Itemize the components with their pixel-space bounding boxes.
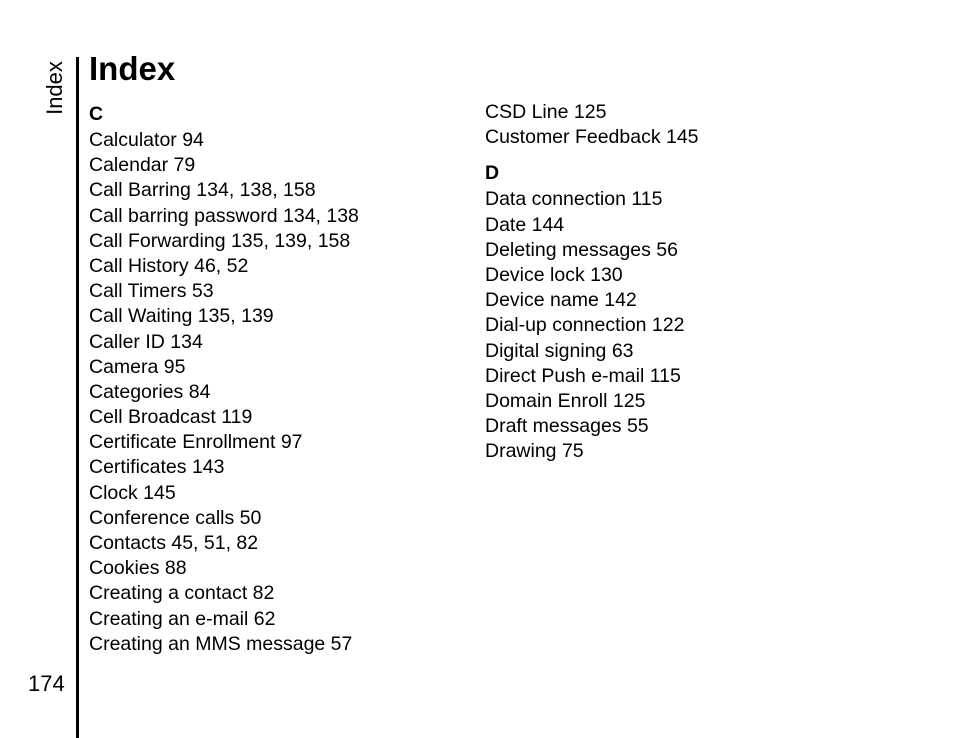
index-entry: Creating an e-mail 62 [89,607,276,630]
index-entry: Direct Push e-mail 115 [485,364,681,387]
index-entry: Cell Broadcast 119 [89,406,253,429]
index-entry: Calculator 94 [89,129,204,151]
index-entry: Call Waiting 135, 139 [89,305,274,328]
letter-heading-d: D [485,162,500,185]
section-side-label: Index [42,61,68,115]
index-entry: Dial-up connection 122 [485,314,685,337]
entries-c-continued [485,100,865,150]
index-entry: Call Barring 134, 138, 158 [89,179,316,202]
index-entry: CSD Line 125 [485,101,607,123]
index-entry: Creating a contact 82 [89,582,275,605]
letter-heading-c: C [89,103,104,125]
index-entry: Call barring password 134, 138 [89,204,359,227]
index-entry: Call Timers 53 [89,280,214,303]
index-entry: Creating an MMS message 57 [89,632,353,655]
entries-d [485,187,865,464]
index-entry: Camera 95 [89,355,186,378]
index-entry: Call Forwarding 135, 139, 158 [89,229,351,252]
index-entry: Drawing 75 [485,440,584,463]
index-entry: Clock 145 [89,481,176,504]
index-entry: Certificate Enrollment 97 [89,431,303,454]
index-entry: Device lock 130 [485,263,623,286]
index-entry: Customer Feedback 145 [485,126,699,149]
page-title: Index [89,50,176,87]
index-entry: Calendar 79 [89,154,196,177]
index-entry: Domain Enroll 125 [485,389,646,412]
index-entry: Device name 142 [485,289,637,312]
index-entry: Cookies 88 [89,557,187,580]
index-entry: Call History 46, 52 [89,254,249,277]
index-column-left [89,100,469,657]
index-entry: Digital signing 63 [485,339,634,362]
entries-c [89,128,469,657]
index-entry: Data connection 115 [485,188,663,211]
vertical-rule [76,57,79,738]
index-entry: Categories 84 [89,380,211,403]
index-entry: Date 144 [485,213,565,236]
index-entry: Certificates 143 [89,456,225,479]
index-entry: Conference calls 50 [89,506,262,529]
index-entry: Caller ID 134 [89,330,203,353]
index-column-right [485,100,865,464]
page-number: 174 [28,671,65,696]
index-entry: Deleting messages 56 [485,238,678,261]
index-entry: Draft messages 55 [485,415,649,438]
section-gap [485,150,865,159]
index-entry: Contacts 45, 51, 82 [89,532,259,554]
